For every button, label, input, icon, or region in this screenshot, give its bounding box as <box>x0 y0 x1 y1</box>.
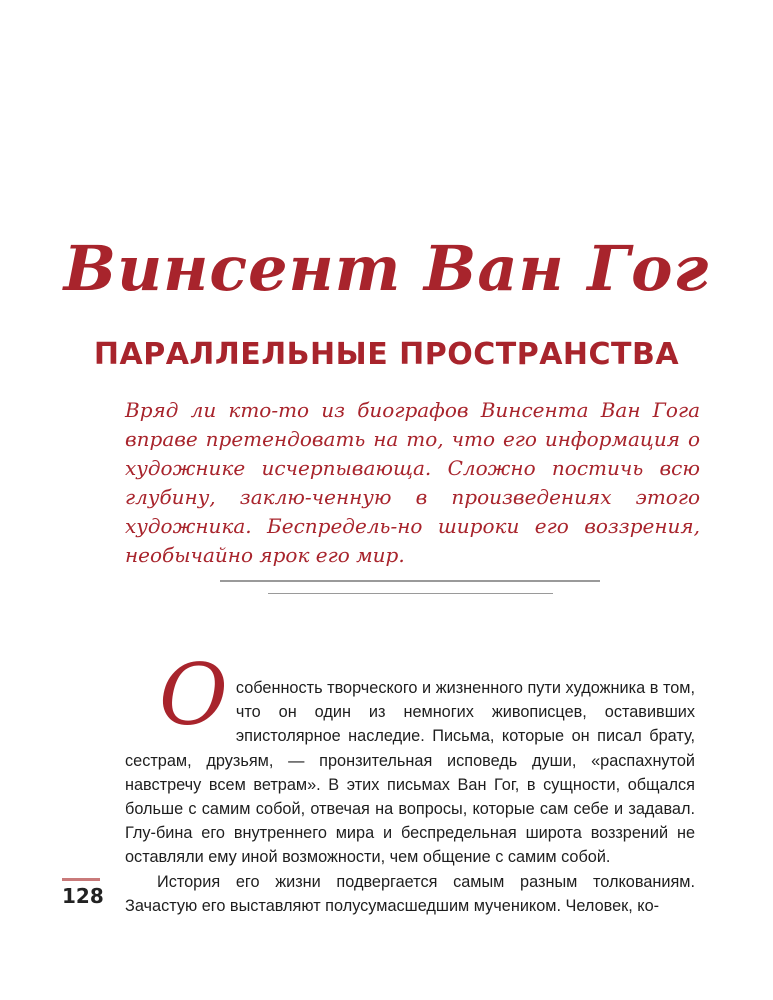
lead-paragraph: Вряд ли кто-то из биографов Винсента Ван Гога вправе претендовать на то, что его информация о художнике исчерпывающа. Сложно постичь всю глубину, заклю-ченную в произведениях этого художника. Беспредель-но широки его воззрения, необычайно ярок его мир. <box>125 398 700 567</box>
chapter-subtitle: ПАРАЛЛЕЛЬНЫЕ ПРОСТРАНСТВА <box>93 337 680 372</box>
page-number: 128 <box>62 884 104 908</box>
body-text <box>125 646 695 918</box>
divider-short <box>268 593 553 594</box>
chapter-title: Винсент Ван Гог <box>63 232 710 305</box>
body-paragraph-1-text: собенность творческого и жизненного пути художника в том, что он один из немногих живописцев, оставивших эпистолярное наследие. Письма, которые он писал брату, сестрам, друзьям, — пронзительная исповедь души, «распахнутой навстречу всем ветрам». В этих письмах Ван Гог, в сущности, общался больше с самим собой, отвечая на вопросы, которые сам себе и задавал. Глу-бина его внутреннего мира и беспредельная широта воззрений не оставляли ему иной возможности, чем общение с самим собой. <box>125 679 695 867</box>
drop-cap: О <box>159 646 228 744</box>
divider-long <box>220 580 600 582</box>
page-number-bar <box>62 878 100 881</box>
body-paragraph-1 <box>125 646 695 870</box>
body-paragraph-2: История его жизни подвергается самым разным толкованиям. Зачастую его выставляют полусумасшедшим мучеником. Человек, ко- <box>125 872 695 915</box>
